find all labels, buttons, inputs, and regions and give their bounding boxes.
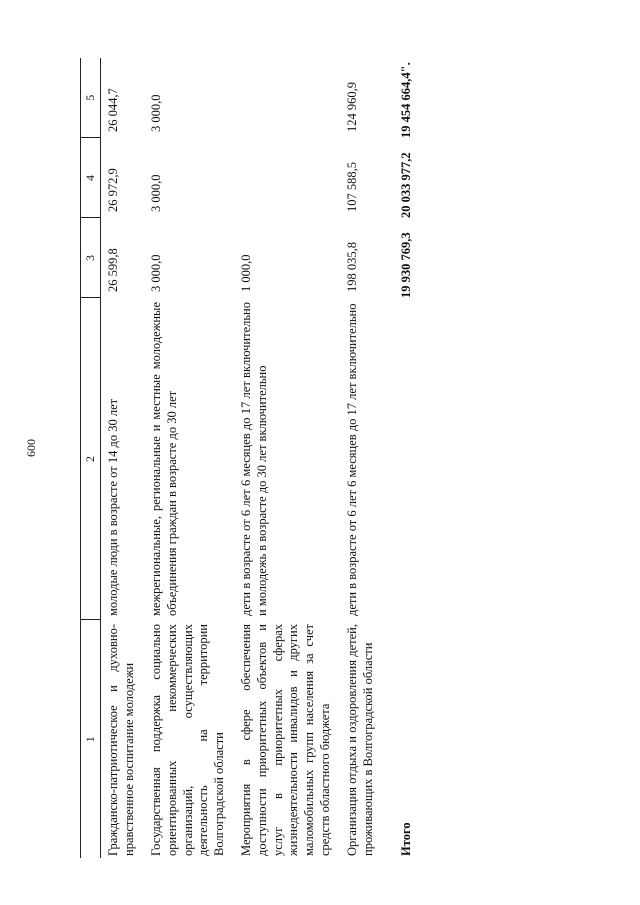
row-name: Государственная поддержка социально ориентированных некоммерческих организаций, осуществляющих деятельность на территории Волгоградской области [149, 624, 226, 856]
row-name: Организация отдыха и оздоровления детей, проживающих в Волгоградской области [345, 624, 375, 856]
page-number: 600 [24, 439, 38, 457]
row-value-col3: 198 035,8 [345, 242, 360, 292]
total-value-col4: 20 033 977,2 [399, 152, 414, 218]
row-value-col5: 3 000,0 [149, 94, 164, 132]
table-row [234, 58, 340, 858]
rotated-table-region [24, 58, 560, 858]
row-name: Гражданско-патриотическое и духовно-нравственное воспитание молодежи [106, 624, 136, 856]
total-label: Итого [399, 822, 414, 856]
total-row [383, 58, 422, 858]
row-value-col3: 26 599,8 [106, 248, 120, 292]
row-value-col3: 1 000,0 [239, 254, 254, 292]
total-value-col5: 19 454 664,4". [399, 62, 414, 138]
budget-table [80, 58, 422, 858]
row-value-col5: 26 044,7 [106, 88, 120, 132]
column-header: 4 [81, 138, 101, 218]
row-target-group: межрегиональные, региональные и местные молодежные объединения граждан в возрасте до 30 лет [149, 302, 179, 616]
total-empty-cell [383, 298, 422, 620]
table-row [340, 58, 383, 858]
header-row [81, 58, 101, 858]
column-header: 2 [81, 298, 101, 620]
table-row [144, 58, 234, 858]
row-value-col4: 26 972,9 [106, 168, 120, 212]
row-name: Мероприятия в сфере обеспечения доступности приоритетных объектов и услуг в приоритетных сферах жизнедеятельности инвалидов и других маломобильных групп населения за счет средств областного бюджета [239, 624, 332, 856]
column-header: 5 [81, 58, 101, 138]
row-target-group: молодые люди в возрасте от 14 до 30 лет [106, 398, 120, 616]
total-value-col3: 19 930 769,3 [399, 232, 414, 298]
row-value-col4 [234, 138, 340, 218]
row-value-col4: 107 588,5 [345, 162, 360, 212]
row-value-col3: 3 000,0 [149, 254, 164, 292]
row-target-group: дети в возрасте от 6 лет 6 месяцев до 17 лет включительно и молодежь в возрасте до 30 лет включительно [239, 302, 269, 616]
row-value-col4: 3 000,0 [149, 174, 164, 212]
row-target-group: дети в возрасте от 6 лет 6 месяцев до 17 лет включительно [345, 303, 360, 616]
row-value-col5: 124 960,9 [345, 82, 360, 132]
table-row [101, 58, 145, 858]
row-value-col5 [234, 58, 340, 138]
column-header: 1 [81, 620, 101, 858]
column-header: 3 [81, 218, 101, 298]
